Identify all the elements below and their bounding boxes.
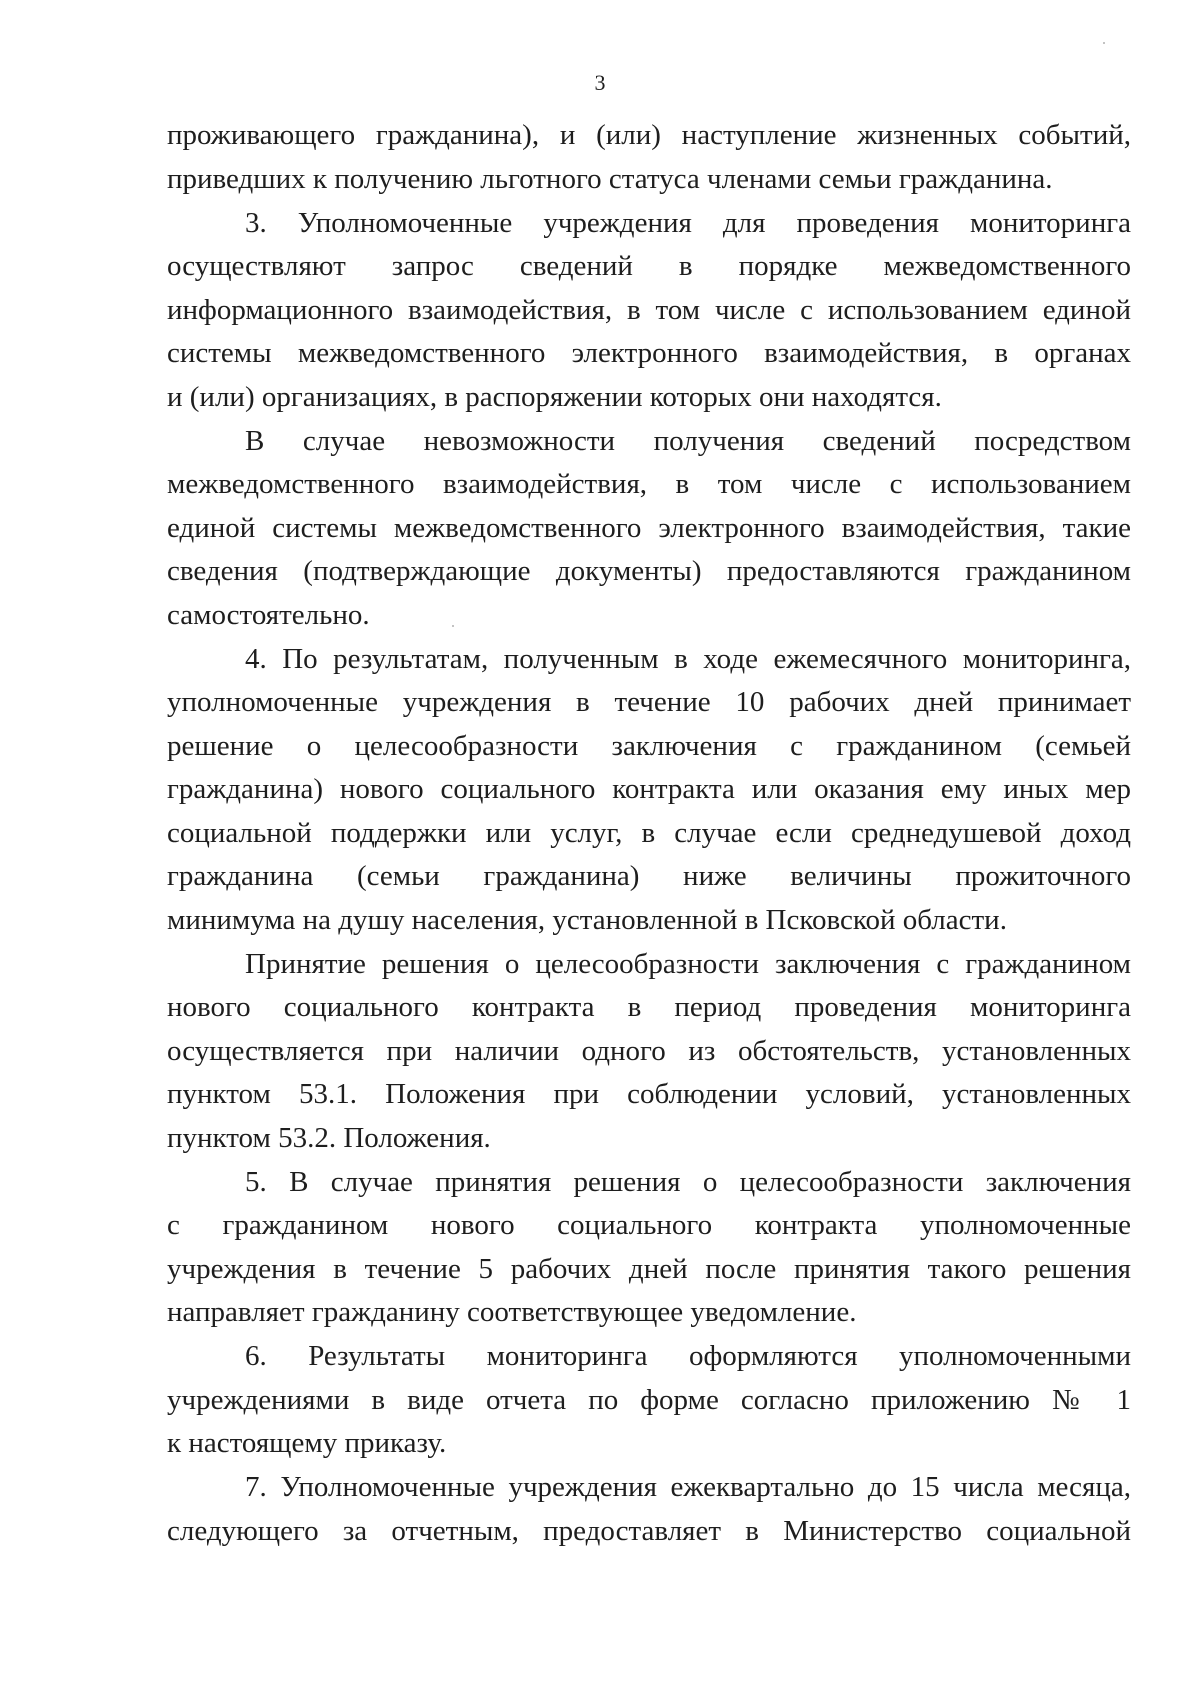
text-line: системы межведомственного электронного взаимодействия, в органах	[167, 337, 1131, 369]
paragraph-item-3	[167, 202, 1131, 420]
text-line: межведомственного взаимодействия, в том числе с использованием	[167, 468, 1131, 500]
text-line: гражданина) нового социального контракта или оказания ему иных мер	[167, 773, 1131, 805]
scan-speck	[1103, 42, 1105, 44]
paragraph-item-7	[167, 1466, 1131, 1553]
text-line: осуществляют запрос сведений в порядке межведомственного	[167, 250, 1131, 282]
text-line: пунктом 53.1. Положения при соблюдении условий, установленных	[167, 1078, 1131, 1110]
text-line: социальной поддержки или услуг, в случае если среднедушевой доход	[167, 816, 1131, 849]
text-line: учреждениями в виде отчета по форме согласно приложению № 1	[167, 1383, 1131, 1416]
paragraph-item-5	[167, 1161, 1131, 1335]
body-text	[167, 114, 1131, 1553]
text-line: информационного взаимодействия, в том числе с использованием единой	[167, 293, 1131, 326]
page-number: 3	[594, 70, 606, 95]
text-line: с гражданином нового социального контракта уполномоченные	[167, 1209, 1131, 1241]
text-line: учреждения в течение 5 рабочих дней после принятия такого решения	[167, 1252, 1131, 1285]
text-line: осуществляется при наличии одного из обстоятельств, установленных	[167, 1034, 1131, 1067]
text-line: Принятие решения о целесообразности заключения с гражданином	[245, 947, 1131, 980]
paragraph-item-3-continued	[167, 420, 1131, 638]
text-line: 3. Уполномоченные учреждения для проведения мониторинга	[245, 206, 1131, 239]
text-line: проживающего гражданина), и (или) наступление жизненных событий,	[167, 119, 1131, 151]
text-line: и (или) организациях, в распоряжении которых они находятся.	[167, 380, 942, 413]
text-line: решение о целесообразности заключения с гражданином (семьей	[167, 729, 1131, 762]
scan-speck	[452, 625, 454, 627]
text-line: нового социального контракта в период проведения мониторинга	[167, 991, 1131, 1023]
text-line: самостоятельно.	[167, 598, 370, 631]
text-line: 5. В случае принятия решения о целесообразности заключения	[245, 1165, 1131, 1198]
text-line: сведения (подтверждающие документы) предоставляются гражданином	[167, 555, 1131, 587]
text-line: минимума на душу населения, установленной в Псковской области.	[167, 903, 1007, 936]
paragraph-item-6	[167, 1335, 1131, 1466]
text-line: к настоящему приказу.	[167, 1427, 447, 1459]
text-line: единой системы межведомственного электронного взаимодействия, такие	[167, 511, 1131, 544]
text-line: следующего за отчетным, предоставляет в Министерство социальной	[167, 1514, 1131, 1547]
text-line: гражданина (семьи гражданина) ниже величины прожиточного	[167, 860, 1131, 892]
text-line: направляет гражданину соответствующее уведомление.	[167, 1296, 857, 1328]
paragraph-item-4	[167, 638, 1131, 943]
paragraph-continuation	[167, 114, 1131, 201]
text-line: 4. По результатам, полученным в ходе ежемесячного мониторинга,	[245, 642, 1131, 675]
text-line: приведших к получению льготного статуса членами семьи гражданина.	[167, 162, 1053, 195]
text-line: В случае невозможности получения сведений посредством	[245, 424, 1131, 457]
text-line: 7. Уполномоченные учреждения ежеквартально до 15 числа месяца,	[245, 1471, 1131, 1503]
text-line: 6. Результаты мониторинга оформляются уполномоченными	[245, 1340, 1131, 1372]
text-line: уполномоченные учреждения в течение 10 рабочих дней принимает	[167, 686, 1131, 718]
text-line: пунктом 53.2. Положения.	[167, 1121, 491, 1154]
paragraph-item-4-continued	[167, 943, 1131, 1161]
